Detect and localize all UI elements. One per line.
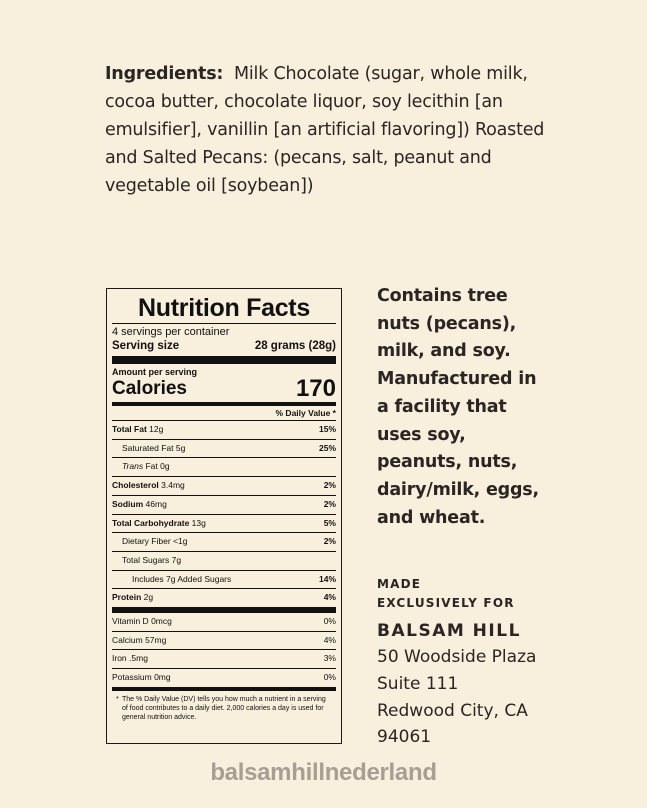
address-line: 50 Woodside Plaza xyxy=(377,647,537,667)
nutrient-name: Potassium xyxy=(112,672,152,683)
nutrient-dv: 25% xyxy=(318,442,336,453)
nutrient-dv: 0% xyxy=(323,616,336,627)
nutrient-amount: 5g xyxy=(175,442,186,453)
nutrient-name: Calcium xyxy=(112,634,143,645)
nutrient-row-total-fat xyxy=(112,421,336,440)
nutrient-amount: 3.4mg xyxy=(161,480,185,491)
nutrient-amount: 0mcg xyxy=(151,616,172,627)
nutrient-row-saturated-fat xyxy=(112,440,336,459)
serving-size-value: 28 grams (28g) xyxy=(254,340,336,352)
nutrient-amount: <1g xyxy=(173,536,188,547)
nutrient-dv: 0% xyxy=(323,672,336,683)
address-line: Redwood City, CA xyxy=(377,700,528,721)
nutrient-row-calcium xyxy=(112,632,336,651)
nutrient-name: Includes 7g xyxy=(132,573,176,584)
nutrient-name: Protein xyxy=(112,592,142,603)
nutrient-name: Saturated Fat xyxy=(122,442,174,453)
divider-thick xyxy=(112,356,336,364)
nutrient-name: Dietary Fiber xyxy=(122,536,171,547)
serving-size-label: Serving size xyxy=(112,340,180,352)
nutrient-row-cholesterol xyxy=(112,477,336,496)
ingredients-label: Ingredients: xyxy=(105,64,224,84)
nutrient-name: Sodium xyxy=(112,498,144,509)
ingredients-paragraph xyxy=(105,60,575,200)
nutrient-amount: Fat 0g xyxy=(145,461,170,472)
nutrient-row-total-carbohydrate xyxy=(112,515,336,534)
nutrient-amount: Added Sugars xyxy=(177,573,232,584)
made-exclusively-for xyxy=(377,575,515,613)
nutrient-row-total-sugars xyxy=(112,552,336,571)
nutrient-name: Iron xyxy=(112,653,127,664)
nutrient-dv: 2% xyxy=(323,536,336,547)
address-line: Suite 111 xyxy=(377,673,459,694)
nutrient-amount: 46mg xyxy=(145,498,167,509)
address-line: 94061 xyxy=(377,727,432,748)
company-address xyxy=(377,644,536,751)
nutrient-row-dietary-fiber xyxy=(112,533,336,552)
daily-value-header: % Daily Value * xyxy=(112,406,336,421)
nutrient-amount: 7g xyxy=(171,554,182,565)
nutrient-amount: .5mg xyxy=(129,653,148,664)
nutrient-dv: 2% xyxy=(323,498,336,509)
nutrient-name: Vitamin D xyxy=(112,616,149,627)
serving-size-row xyxy=(112,339,336,354)
exclusively-for-line: EXCLUSIVELY FOR xyxy=(377,596,515,610)
allergen-statement: Contains tree nuts (pecans), milk, and soy. Manufactured in a facility that uses soy, peanuts, nuts, dairy/milk, eggs, and wheat. xyxy=(377,286,539,528)
footnote-text: The % Daily Value (DV) tells you how much a nutrient in a serving of food contributes to a daily diet. 2,000 calories a day is used for general nutrition advice. xyxy=(122,695,326,721)
nutrient-row-added-sugars xyxy=(112,571,336,590)
watermark: balsamhillnederland xyxy=(210,759,437,786)
nutrient-amount: 57mg xyxy=(145,634,167,645)
nutrient-name: Total Fat xyxy=(112,424,147,434)
nutrient-dv: 4% xyxy=(323,634,336,645)
nutrient-row-vitamin-d xyxy=(112,613,336,632)
nutrient-amount: 0mg xyxy=(154,672,171,683)
nutrient-dv: 14% xyxy=(318,573,336,584)
nutrient-row-potassium xyxy=(112,669,336,687)
servings-per-container: 4 servings per container xyxy=(112,326,230,338)
made-line: MADE xyxy=(377,577,422,591)
nutrient-row-iron xyxy=(112,650,336,669)
nutrient-name: Total Carbohydrate xyxy=(112,517,190,528)
company-name: BALSAM HILL xyxy=(377,621,521,641)
nutrient-name: Cholesterol xyxy=(112,480,159,491)
nutrient-dv: 3% xyxy=(323,653,336,664)
nutrient-name: Trans xyxy=(122,461,144,472)
nutrient-amount: 13g xyxy=(191,517,206,528)
nutrient-row-protein xyxy=(112,589,336,607)
nutrient-dv: 5% xyxy=(323,517,336,528)
nutrient-row-trans-fat xyxy=(112,458,336,477)
calories-value: 170 xyxy=(295,375,336,402)
nutrient-row-sodium xyxy=(112,496,336,515)
nutrient-amount: 2g xyxy=(143,592,154,603)
daily-value-footnote xyxy=(112,691,336,722)
calories-row xyxy=(112,375,336,402)
nutrient-dv: 4% xyxy=(323,592,336,603)
ingredients-text: Milk Chocolate (sugar, whole milk, cocoa butter, chocolate liquor, soy lecithin [an emulsifier], vanillin [an artificial flavoring]) Roasted and Salted Pecans: (pecans, salt, peanut and vegetable oil [soybean]) xyxy=(105,64,545,196)
nutrition-facts-panel xyxy=(106,288,342,744)
nutrient-name: Total Sugars xyxy=(122,554,170,565)
calories-label: Calories xyxy=(112,378,187,399)
amount-per-serving: Amount per serving xyxy=(112,367,198,377)
footnote-star: * xyxy=(116,695,119,703)
nutrient-dv: 2% xyxy=(323,480,336,491)
nutrition-facts-title: Nutrition Facts xyxy=(138,294,310,322)
nutrient-dv: 15% xyxy=(318,424,336,434)
nutrient-amount: 12g xyxy=(149,424,164,434)
